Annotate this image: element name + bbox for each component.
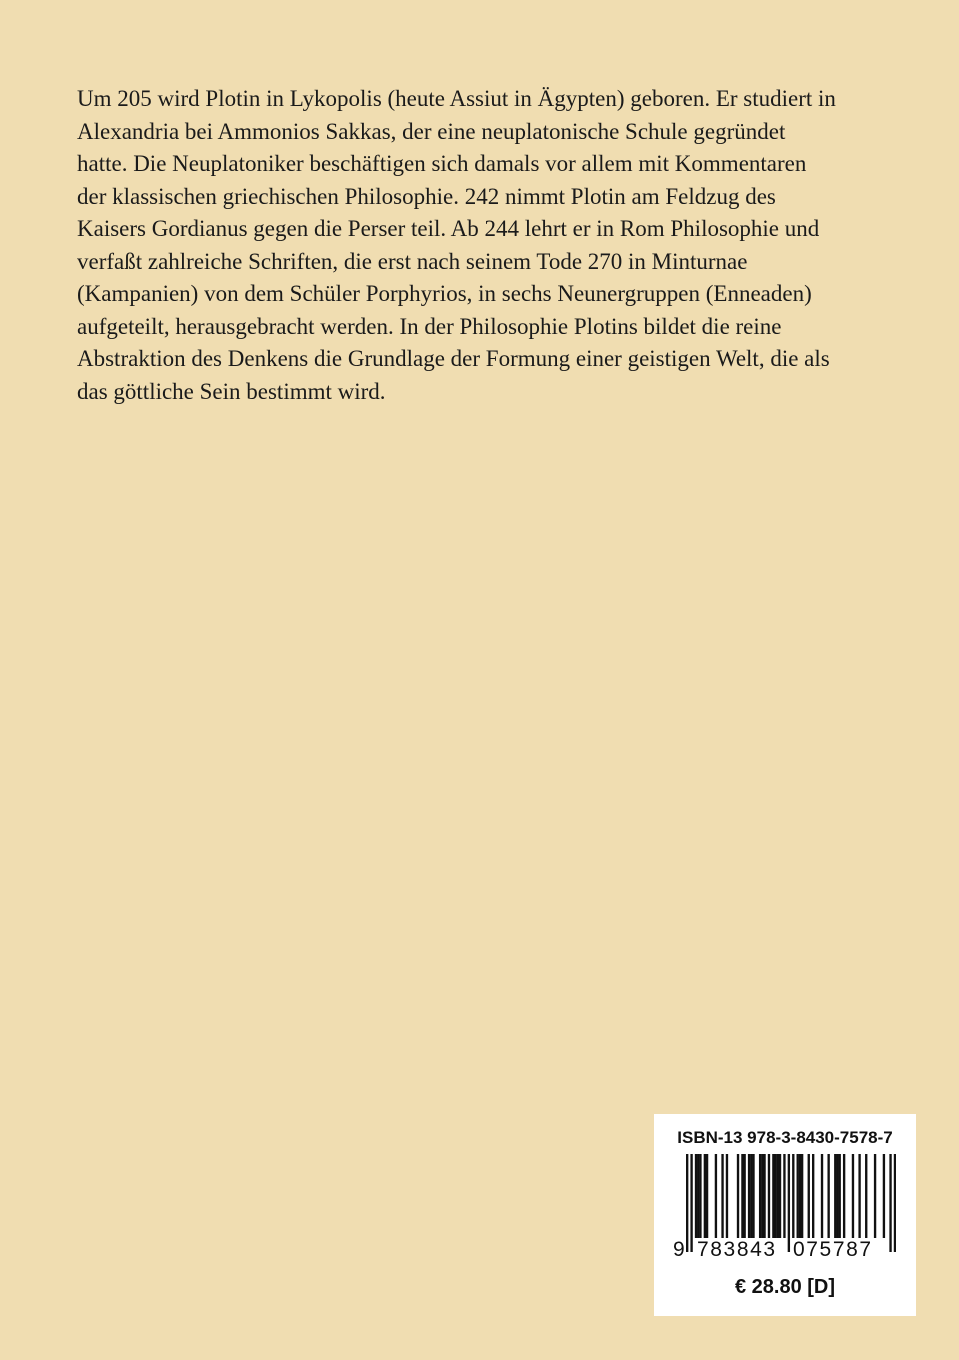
blurb-line: aufgeteilt, herausgebracht werden. In der Philosophie Plotins bildet die reine [77, 313, 782, 339]
blurb-text [77, 83, 897, 408]
blurb-line: Um 205 wird Plotin in Lykopolis (heute Assiut in Ägypten) geboren. Er studiert in [77, 86, 836, 111]
barcode-bar [783, 1154, 785, 1238]
isbn-label: ISBN-13 978-3-8430-7578-7 [677, 1128, 893, 1147]
barcode-bar [808, 1154, 810, 1238]
barcode-bar [759, 1154, 761, 1238]
barcode-bar [743, 1154, 745, 1238]
barcode-bar [889, 1154, 891, 1252]
barcode-bar [797, 1154, 799, 1238]
barcode-bar [858, 1154, 860, 1238]
barcode-digits-left: 783843 [697, 1238, 777, 1261]
barcode-bar [834, 1154, 836, 1238]
barcode-bar [865, 1154, 867, 1238]
blurb-line: das göttliche Sein bestimmt wird. [77, 378, 386, 404]
barcode-bar [752, 1154, 754, 1238]
isbn-barcode-box [654, 1114, 916, 1316]
barcode-bar [750, 1154, 752, 1238]
barcode-bar [772, 1154, 774, 1238]
barcode-digits-right: 075787 [793, 1238, 873, 1261]
barcode-bar [706, 1154, 708, 1238]
blurb-line: der klassischen griechischen Philosophie. 242 nimmt Plotin am Feldzug des [77, 183, 776, 209]
barcode-digit-first: 9 [673, 1238, 685, 1261]
barcode-bar [699, 1154, 701, 1238]
barcode-bar [748, 1154, 750, 1238]
barcode-bar [788, 1154, 790, 1252]
blurb-line: Alexandria bei Ammonios Sakkas, der eine neuplatonische Schule gegründet [77, 118, 786, 144]
price-label: € 28.80 [D] [734, 1276, 836, 1298]
blurb-line: Kaisers Gordianus gegen die Perser teil. Ab 244 lehrt er in Rom Philosophie und [77, 216, 820, 241]
barcode-bar [721, 1154, 723, 1238]
barcode-bar [686, 1154, 688, 1252]
barcode-bar [883, 1154, 885, 1238]
barcode-bar [799, 1154, 801, 1238]
barcode-bar [695, 1154, 697, 1238]
barcode-bar [827, 1154, 829, 1238]
barcode-bar [836, 1154, 838, 1238]
barcode-bar [761, 1154, 763, 1238]
barcode-bar [821, 1154, 823, 1238]
barcode-bar [843, 1154, 845, 1238]
barcode-bar [777, 1154, 779, 1238]
barcode-bar [690, 1154, 692, 1252]
barcode-bar [737, 1154, 739, 1238]
barcode-bar [726, 1154, 728, 1238]
barcode-bar [894, 1154, 896, 1252]
barcode-bar [715, 1154, 717, 1238]
blurb-line: hatte. Die Neuplatoniker beschäftigen sich damals vor allem mit Kommentaren [77, 151, 807, 176]
barcode-bar [874, 1154, 876, 1238]
barcode-bar [852, 1154, 854, 1238]
barcode-bar [801, 1154, 803, 1238]
barcode-bar [774, 1154, 776, 1238]
barcode-bar [763, 1154, 765, 1238]
blurb-line: (Kampanien) von dem Schüler Porphyrios, in sechs Neunergruppen (Enneaden) [77, 281, 812, 306]
barcode-bar [741, 1154, 743, 1238]
barcode-bar [704, 1154, 706, 1238]
barcode-bar [779, 1154, 781, 1238]
barcode-bar [812, 1154, 814, 1238]
barcode-bar [697, 1154, 699, 1238]
barcode-bar [839, 1154, 841, 1238]
blurb-line: verfaßt zahlreiche Schriften, die erst nach seinem Tode 270 in Minturnae [77, 248, 748, 274]
blurb-line: Abstraktion des Denkens die Grundlage der Formung einer geistigen Welt, die als [77, 346, 830, 371]
barcode-bar [768, 1154, 770, 1238]
